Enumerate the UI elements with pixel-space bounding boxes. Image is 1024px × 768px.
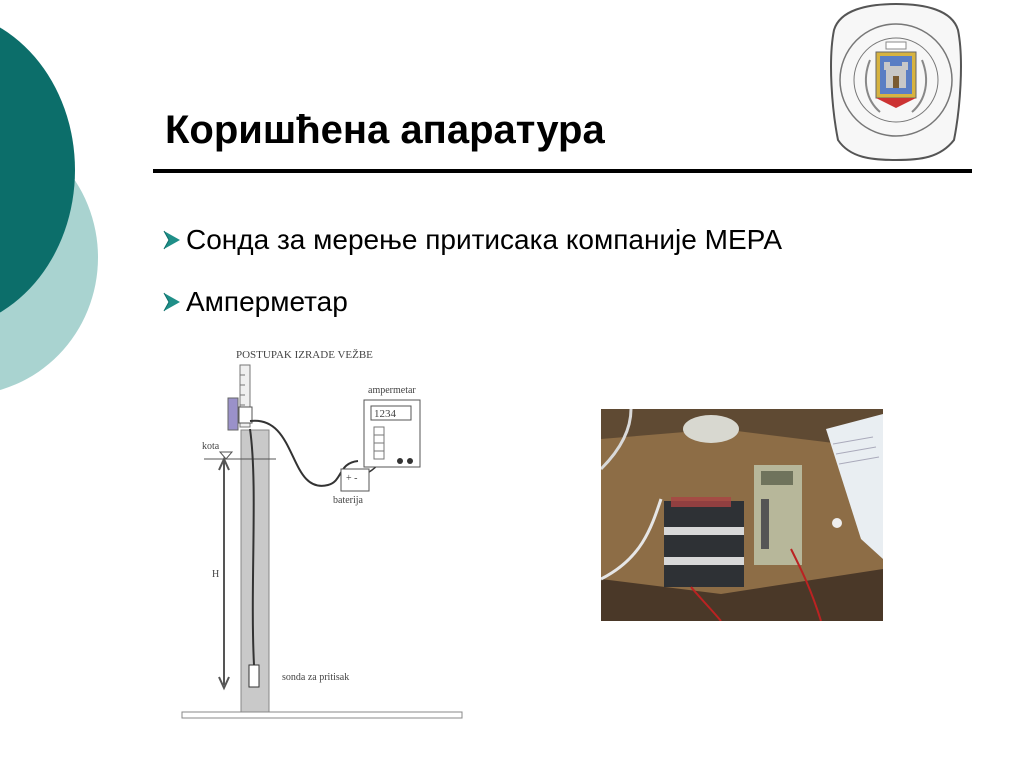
sonda-label: sonda za pritisak xyxy=(282,672,350,683)
kota-label: kota xyxy=(202,441,220,452)
ampermetar-label: ampermetar xyxy=(368,385,416,396)
university-seal-icon xyxy=(830,0,962,162)
h-label: H xyxy=(212,569,220,580)
bullet-text: Амперметар xyxy=(186,286,348,317)
slide-title: Коришћена апаратура xyxy=(165,108,605,152)
apparatus-photo xyxy=(601,409,883,621)
pressure-probe xyxy=(249,665,259,687)
ammeter-display-value: 1234 xyxy=(374,408,396,420)
cable-reel xyxy=(228,398,238,430)
arrow-right-icon xyxy=(160,290,184,314)
bullet-item-ampermetar xyxy=(160,286,348,318)
battery-pack xyxy=(664,501,744,587)
diagram-heading: POSTUPAK IZRADE VEŽBE xyxy=(236,349,373,361)
baterija-label: baterija xyxy=(333,495,363,506)
schematic-diagram xyxy=(178,345,468,725)
bullet-item-sonda xyxy=(160,224,782,256)
bullet-text: Сонда за мерење притисака компаније МЕРА xyxy=(186,224,783,255)
title-underline xyxy=(153,169,972,173)
arrow-right-icon xyxy=(160,228,184,252)
ground-line xyxy=(182,712,462,718)
battery-terminals: + - xyxy=(346,473,358,484)
